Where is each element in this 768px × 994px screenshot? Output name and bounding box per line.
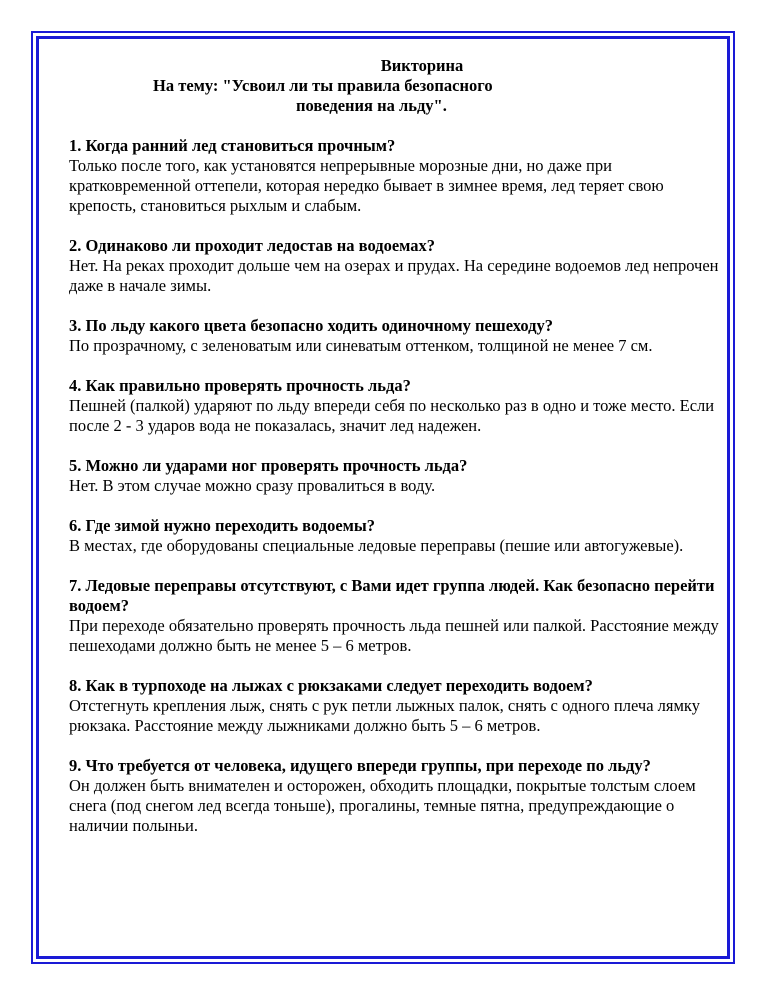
question-8: 8. Как в турпоходе на лыжах с рюкзаками следует переходить водоем? [69,676,593,695]
answer-3: По прозрачному, с зеленоватым или синеватым оттенком, толщиной не менее 7 см. [69,336,653,355]
qa-item-3 [69,316,735,356]
answer-5: Нет. В этом случае можно сразу провалиться в воду. [69,476,436,495]
answer-9: Он должен быть внимателен и осторожен, обходить площадки, покрытые толстым слоем снега (под снегом лед всегда тоньше), прогалины, темные пятна, предупреждающие о наличии полыньи. [69,776,696,835]
quiz-title [69,56,735,116]
title-line-1: Викторина [380,56,464,75]
qa-item-9 [69,756,735,836]
answer-6: В местах, где оборудованы специальные ледовые переправы (пешие или автогужевые). [69,536,684,555]
question-7: 7. Ледовые переправы отсутствуют, с Вами идет группа людей. Как безопасно перейти водоем? [69,576,715,615]
qa-item-6 [69,516,735,556]
question-2: 2. Одинаково ли проходит ледостав на водоемах? [69,236,436,255]
title-line-2: На тему: "Усвоил ли ты правила безопасного [153,76,493,95]
qa-item-7 [69,576,735,656]
answer-1: Только после того, как установятся непрерывные морозные дни, но даже при кратковременной оттепели, которая нередко бывает в зимнее время, лед теряет свою крепость, становиться рыхлым и слабым. [69,156,664,215]
qa-item-1 [69,136,735,216]
question-5: 5. Можно ли ударами ног проверять прочность льда? [69,456,468,475]
answer-4: Пешней (палкой) ударяют по льду впереди себя по несколько раз в одно и тоже место. Если после 2 - 3 ударов вода не показалась, значит лед надежен. [69,396,715,435]
qa-item-4 [69,376,735,436]
question-4: 4. Как правильно проверять прочность льда? [69,376,411,395]
title-line-3: поведения на льду". [296,96,447,115]
question-3: 3. По льду какого цвета безопасно ходить одиночному пешеходу? [69,316,553,335]
document-body [69,56,735,836]
qa-item-5 [69,456,735,496]
qa-item-8 [69,676,735,736]
answer-2: Нет. На реках проходит дольше чем на озерах и прудах. На середине водоемов лед непрочен даже в начале зимы. [69,256,719,295]
question-9: 9. Что требуется от человека, идущего впереди группы, при переходе по льду? [69,756,651,775]
answer-8: Отстегнуть крепления лыж, снять с рук петли лыжных палок, снять с одного плеча лямку рюкзака. Расстояние между лыжниками должно быть 5 – 6 метров. [69,696,700,735]
answer-7: При переходе обязательно проверять прочность льда пешней или палкой. Расстояние между пешеходами должно быть не менее 5 – 6 метров. [69,616,719,655]
question-1: 1. Когда ранний лед становиться прочным? [69,136,396,155]
qa-item-2 [69,236,735,296]
question-6: 6. Где зимой нужно переходить водоемы? [69,516,376,535]
